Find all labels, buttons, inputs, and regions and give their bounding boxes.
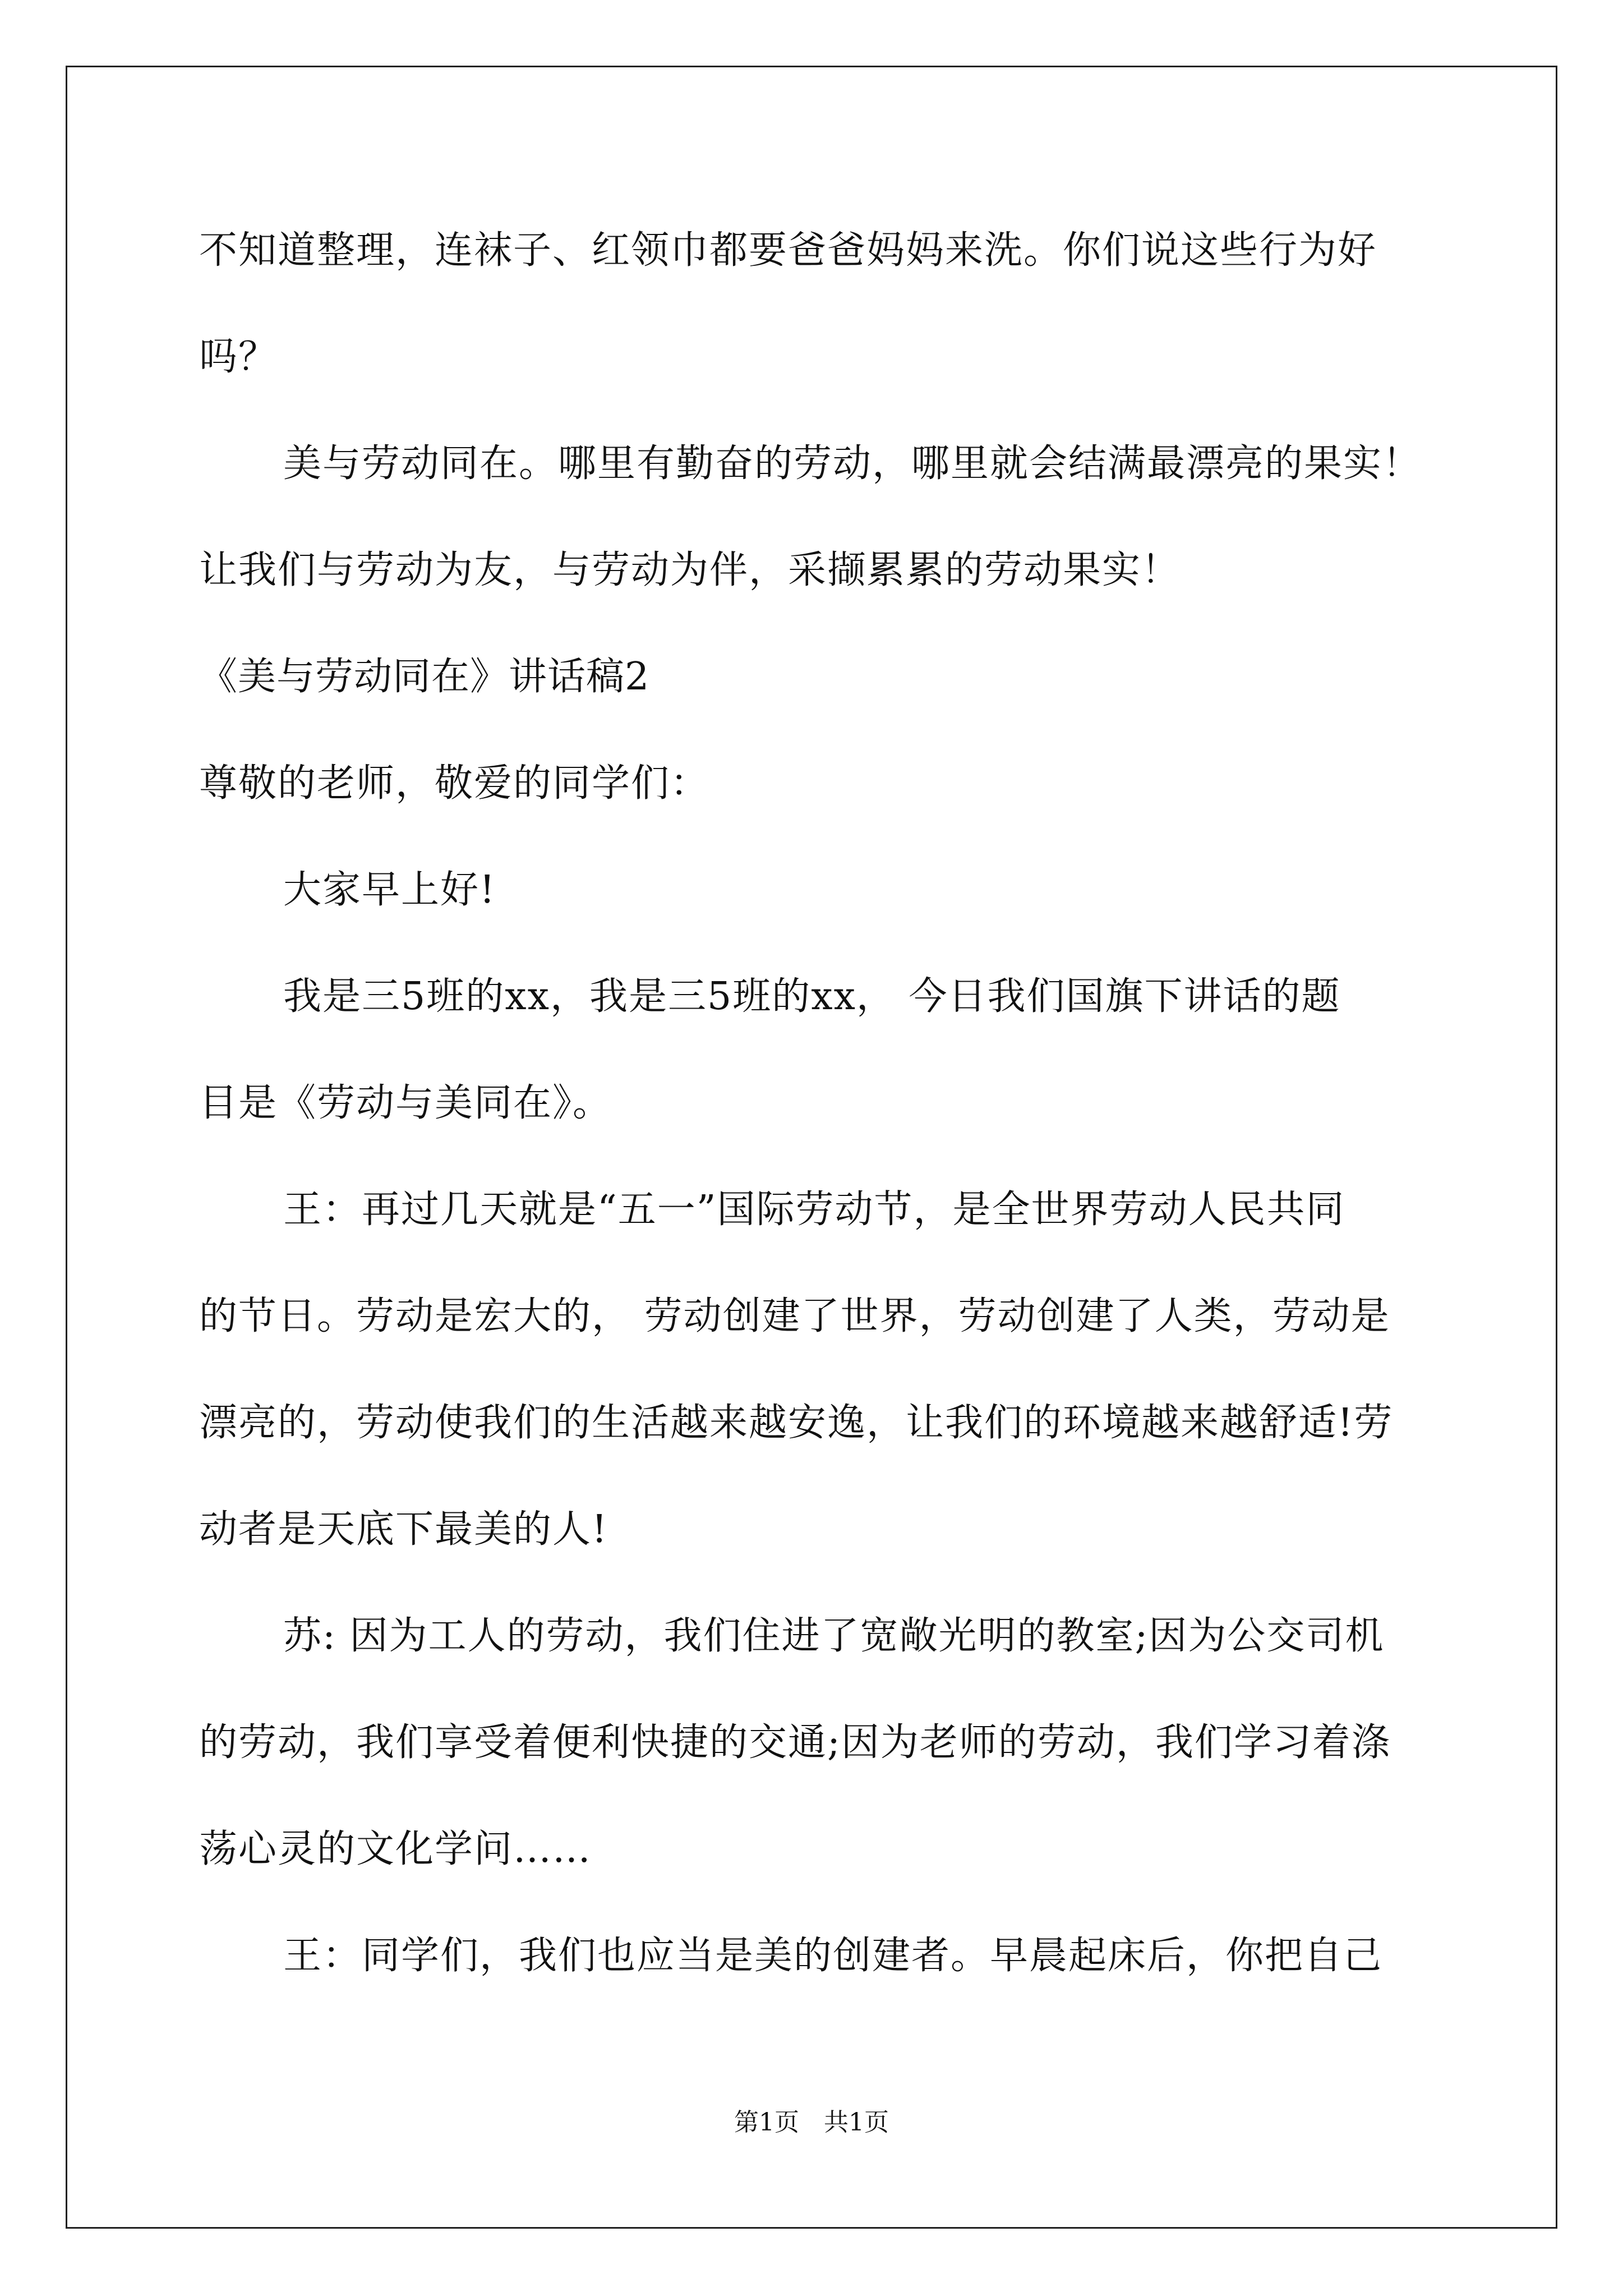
paragraph-line: 动者是天底下最美的人! xyxy=(199,1507,608,1552)
paragraph-line: 漂亮的，劳动使我们的生活越来越安逸，让我们的环境越来越舒适!劳 xyxy=(199,1401,1394,1445)
paragraph-line: 吗？ xyxy=(199,335,278,379)
page-frame xyxy=(66,66,1557,2229)
salutation: 尊敬的老师，敬爱的同学们： xyxy=(199,761,710,806)
paragraph-line: 目是《劳动与美同在》。 xyxy=(199,1081,612,1125)
greeting: 大家早上好! xyxy=(283,868,496,912)
section-title: 《美与劳动同在》讲话稿2 xyxy=(199,655,650,699)
paragraph-line: 我是三5班的xx，我是三5班的xx， 今日我们国旗下讲话的题 xyxy=(283,974,1341,1019)
paragraph-line: 苏: 因为工人的劳动，我们住进了宽敞光明的教室;因为公交司机 xyxy=(283,1614,1385,1658)
paragraph-line: 荡心灵的文化学问…… xyxy=(199,1827,592,1871)
paragraph-line: 王：同学们，我们也应当是美的创建者。早晨起床后，你把自己 xyxy=(283,1934,1383,1978)
paragraph-line: 美与劳动同在。哪里有勤奋的劳动，哪里就会结满最漂亮的果实！ xyxy=(283,441,1422,486)
paragraph-line: 的劳动，我们享受着便利快捷的交通;因为老师的劳动，我们学习着涤 xyxy=(199,1720,1391,1765)
paragraph-line: 让我们与劳动为友，与劳动为伴，采撷累累的劳动果实！ xyxy=(199,548,1181,592)
paragraph-line: 王：再过几天就是“五一”国际劳动节，是全世界劳动人民共同 xyxy=(283,1188,1345,1232)
paragraph-line: 不知道整理，连袜子、红领巾都要爸爸妈妈来洗。你们说这些行为好 xyxy=(199,228,1377,273)
page-footer: 第1页 共1页 xyxy=(734,2108,889,2137)
paragraph-line: 的节日。劳动是宏大的， 劳动创建了世界，劳动创建了人类，劳动是 xyxy=(199,1294,1390,1338)
